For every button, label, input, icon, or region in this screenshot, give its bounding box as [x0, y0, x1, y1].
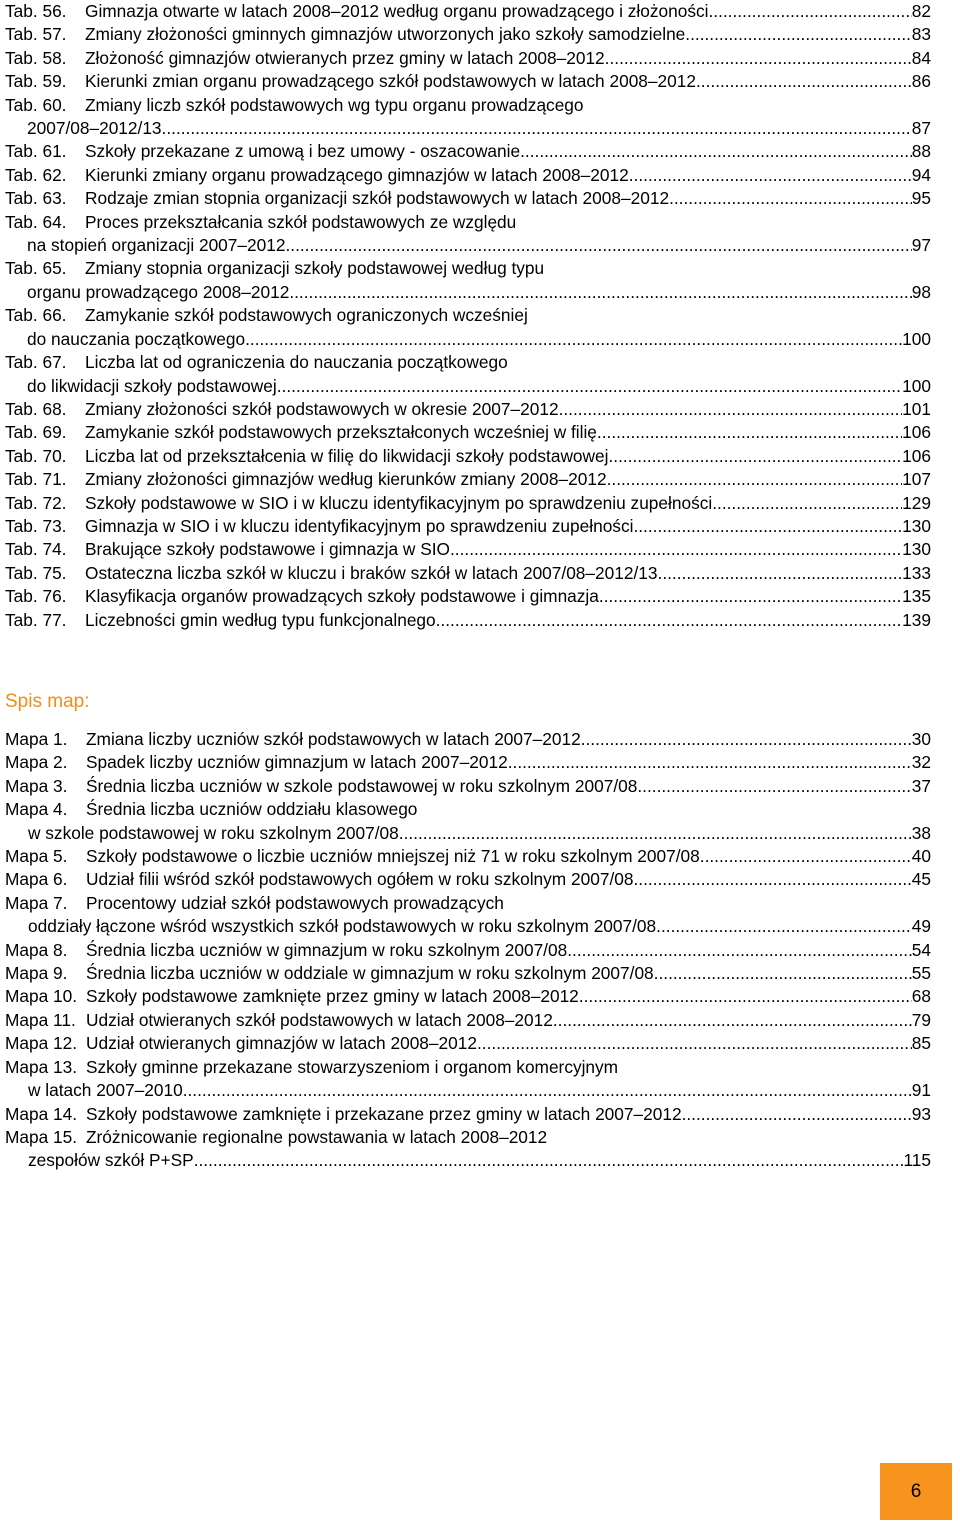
table-entry-label: Tab. 59.: [5, 71, 67, 92]
table-entry-label: Tab. 61.: [5, 141, 67, 162]
map-entry[interactable]: [5, 892, 931, 939]
leader-dots: [629, 164, 912, 187]
table-entry-title: Rodzaje zmian stopnia organizacji szkół podstawowych w latach 2008–2012: [85, 188, 670, 209]
table-entry[interactable]: [5, 47, 931, 70]
map-entry-page: 37: [911, 775, 931, 796]
table-entry[interactable]: [5, 257, 931, 304]
map-entry[interactable]: [5, 1056, 931, 1103]
table-entry[interactable]: [5, 492, 931, 515]
map-entry-label: Mapa 9.: [5, 963, 68, 984]
table-entry-page: 133: [902, 562, 931, 583]
leader-dots: [289, 281, 911, 304]
leader-dots: [607, 468, 903, 491]
map-entry-label: Mapa 5.: [5, 846, 68, 867]
table-entry-label: Tab. 69.: [5, 422, 67, 443]
map-entry-title: Szkoły gminne przekazane stowarzyszeniom i organom komercyjnym: [86, 1056, 619, 1077]
table-entry[interactable]: [5, 94, 931, 141]
leader-dots: [685, 23, 911, 46]
map-entry[interactable]: [5, 728, 931, 751]
table-entry-page: 94: [911, 164, 931, 185]
map-entry[interactable]: [5, 1032, 931, 1055]
table-entry-title: Zmiany złożoności gimnazjów według kierunków zmiany 2008–2012: [85, 469, 607, 490]
table-entry[interactable]: [5, 585, 931, 608]
table-entry[interactable]: [5, 211, 931, 258]
leader-dots: [399, 822, 912, 845]
map-entry-title: Średnia liczba uczniów w gimnazjum w roku szkolnym 2007/08: [86, 939, 568, 960]
table-entry-title: do nauczania początkowego: [27, 328, 246, 349]
table-entry-title: organu prowadzącego 2008–2012: [27, 281, 290, 302]
leader-dots: [581, 728, 912, 751]
table-list: [5, 0, 931, 632]
map-entry-title: Szkoły podstawowe o liczbie uczniów mniejszej niż 71 w roku szkolnym 2007/08: [86, 846, 700, 867]
table-entry-title: Szkoły podstawowe w SIO i w kluczu identyfikacyjnym po sprawdzeniu zupełności: [85, 492, 713, 513]
map-entry-title: Udział filii wśród szkół podstawowych ogółem w roku szkolnym 2007/08: [86, 869, 634, 890]
table-entry-title: do likwidacji szkoły podstawowej: [27, 375, 277, 396]
table-entry-title: Zmiany złożoności gminnych gimnazjów utworzonych jako szkoły samodzielne: [85, 24, 686, 45]
leader-dots: [277, 375, 902, 398]
table-entry[interactable]: [5, 421, 931, 444]
table-entry-label: Tab. 66.: [5, 305, 67, 326]
table-entry-page: 101: [902, 398, 931, 419]
table-entry-label: Tab. 68.: [5, 398, 67, 419]
map-entry-label: Mapa 12.: [5, 1033, 78, 1054]
leader-dots: [605, 47, 912, 70]
map-entry-page: 45: [911, 869, 931, 890]
table-entry-page: 129: [902, 492, 931, 513]
leader-dots: [656, 915, 912, 938]
leader-dots: [553, 1009, 912, 1032]
map-entry[interactable]: [5, 1009, 931, 1032]
leader-dots: [700, 845, 912, 868]
map-entry-label: Mapa 2.: [5, 752, 68, 773]
map-list: [5, 728, 931, 1173]
table-entry[interactable]: [5, 187, 931, 210]
leader-dots: [682, 1103, 912, 1126]
table-entry-label: Tab. 73.: [5, 515, 67, 536]
map-entry-label: Mapa 11.: [5, 1009, 76, 1030]
map-entry-label: Mapa 10.: [5, 986, 78, 1007]
map-entry[interactable]: [5, 1126, 931, 1173]
table-entry[interactable]: [5, 351, 931, 398]
table-entry[interactable]: [5, 164, 931, 187]
map-entry-page: 38: [911, 822, 931, 843]
map-entry-page: 91: [911, 1080, 931, 1101]
map-entry-title: Średnia liczba uczniów w szkole podstawowej w roku szkolnym 2007/08: [86, 775, 638, 796]
map-entry-page: 49: [911, 916, 931, 937]
leader-dots: [669, 187, 912, 210]
map-entry-title: Średnia liczba uczniów oddziału klasowego: [86, 799, 418, 820]
table-entry[interactable]: [5, 515, 931, 538]
maps-section-title: Spis map:: [5, 691, 90, 712]
table-entry-page: 130: [902, 515, 931, 536]
leader-dots: [183, 1079, 912, 1102]
table-entry-label: Tab. 77.: [5, 609, 67, 630]
leader-dots: [608, 445, 902, 468]
leader-dots: [450, 538, 902, 561]
leader-dots: [194, 1149, 904, 1172]
table-entry[interactable]: [5, 70, 931, 93]
table-entry-title: Liczebności gmin według typu funkcjonalnego: [85, 609, 436, 630]
table-entry-label: Tab. 67.: [5, 352, 67, 373]
table-entry-title: Brakujące szkoły podstawowe i gimnazja w SIO: [85, 539, 450, 560]
leader-dots: [477, 1032, 912, 1055]
leader-dots: [658, 562, 903, 585]
table-entry-title: Zmiany stopnia organizacji szkoły podstawowej według typu: [85, 258, 545, 279]
map-entry[interactable]: [5, 751, 931, 774]
table-entry-page: 107: [902, 469, 931, 490]
map-entry-page: 30: [911, 729, 931, 749]
table-entry-title: 2007/08–2012/13: [27, 118, 162, 139]
table-entry-page: 95: [911, 188, 931, 209]
map-entry-page: 40: [911, 846, 931, 867]
table-entry-page: 130: [902, 539, 931, 560]
map-entry-title: Szkoły podstawowe zamknięte przez gminy w latach 2008–2012: [86, 986, 579, 1007]
map-entry-page: 55: [911, 963, 931, 984]
map-entry-label: Mapa 4.: [5, 799, 68, 820]
map-entry-title: Udział otwieranych szkół podstawowych w latach 2008–2012: [86, 1009, 553, 1030]
table-entry-page: 100: [902, 375, 931, 396]
table-entry-title: Ostateczna liczba szkół w kluczu i braków szkół w latach 2007/08–2012/13: [85, 562, 658, 583]
leader-dots: [597, 421, 902, 444]
table-entry-page: 97: [911, 235, 931, 256]
map-entry[interactable]: [5, 1103, 931, 1126]
map-entry-page: 32: [911, 752, 931, 773]
map-entry-title: Zróżnicowanie regionalne powstawania w latach 2008–2012: [86, 1126, 548, 1147]
leader-dots: [696, 70, 912, 93]
map-entry[interactable]: [5, 845, 931, 868]
map-entry-label: Mapa 1.: [5, 729, 68, 749]
map-entry-label: Mapa 8.: [5, 939, 68, 960]
leader-dots: [520, 140, 912, 163]
table-entry-page: 84: [911, 47, 931, 68]
map-entry-title: oddziały łączone wśród wszystkich szkół podstawowych w roku szkolnym 2007/08: [28, 916, 657, 937]
table-entry-page: 100: [902, 328, 931, 349]
map-entry[interactable]: [5, 939, 931, 962]
table-entry-title: Liczba lat od ograniczenia do nauczania początkowego: [85, 352, 508, 373]
page-number-badge: 6: [880, 1463, 952, 1520]
leader-dots: [654, 962, 912, 985]
table-entry-label: Tab. 62.: [5, 164, 67, 185]
table-entry-page: 98: [911, 281, 931, 302]
map-entry-title: zespołów szkół P+SP: [28, 1150, 194, 1171]
map-entry-title: Procentowy udział szkół podstawowych prowadzących: [86, 892, 504, 913]
map-entry-label: Mapa 15.: [5, 1126, 78, 1147]
table-entry-label: Tab. 71.: [5, 469, 67, 490]
table-entry-page: 88: [911, 141, 931, 162]
map-entry[interactable]: [5, 798, 931, 845]
leader-dots: [633, 868, 911, 891]
map-entry-page: 93: [911, 1103, 931, 1124]
map-entry[interactable]: [5, 775, 931, 798]
table-entry[interactable]: [5, 140, 931, 163]
table-entry-page: 87: [911, 118, 931, 139]
map-entry[interactable]: [5, 962, 931, 985]
table-entry-title: Zmiany liczb szkół podstawowych wg typu organu prowadzącego: [85, 94, 584, 115]
map-entry-title: Spadek liczby uczniów gimnazjum w latach 2007–2012: [86, 752, 508, 773]
table-entry[interactable]: [5, 23, 931, 46]
table-entry[interactable]: [5, 304, 931, 351]
map-entry[interactable]: [5, 985, 931, 1008]
table-entry-title: Proces przekształcania szkół podstawowych ze względu: [85, 211, 517, 232]
leader-dots: [708, 0, 911, 23]
leader-dots: [633, 515, 902, 538]
table-entry[interactable]: [5, 609, 931, 632]
table-entry-label: Tab. 56.: [5, 1, 67, 21]
table-entry-label: Tab. 60.: [5, 94, 67, 115]
table-entry-label: Tab. 75.: [5, 562, 67, 583]
table-entry-title: Kierunki zmiany organu prowadzącego gimnazjów w latach 2008–2012: [85, 164, 629, 185]
leader-dots: [579, 985, 912, 1008]
table-entry-page: 83: [911, 24, 931, 45]
map-entry-title: Szkoły podstawowe zamknięte i przekazane przez gminy w latach 2007–2012: [86, 1103, 682, 1124]
map-entry-title: w szkole podstawowej w roku szkolnym 2007/08: [28, 822, 399, 843]
map-entry-page: 68: [911, 986, 931, 1007]
map-entry-label: Mapa 14.: [5, 1103, 78, 1124]
table-entry-title: Zamykanie szkół podstawowych ograniczonych wcześniej: [85, 305, 528, 326]
map-entry-label: Mapa 13.: [5, 1056, 78, 1077]
map-entry-title: Udział otwieranych gimnazjów w latach 2008–2012: [86, 1033, 477, 1054]
table-entry-title: Szkoły przekazane z umową i bez umowy - oszacowanie: [85, 141, 521, 162]
table-entry-label: Tab. 70.: [5, 445, 67, 466]
table-entry-title: Gimnazja otwarte w latach 2008–2012 według organu prowadzącego i złożoności: [85, 1, 709, 21]
table-entry-label: Tab. 72.: [5, 492, 67, 513]
table-entry[interactable]: [5, 562, 931, 585]
map-entry-label: Mapa 7.: [5, 892, 68, 913]
leader-dots: [245, 328, 902, 351]
table-entry[interactable]: [5, 538, 931, 561]
table-entry-title: Zamykanie szkół podstawowych przekształconych wcześniej w filię: [85, 422, 597, 443]
table-entry-title: Zmiany złożoności szkół podstawowych w okresie 2007–2012: [85, 398, 559, 419]
table-entry-label: Tab. 64.: [5, 211, 67, 232]
map-entry-page: 54: [911, 939, 931, 960]
map-entry-page: 115: [903, 1150, 931, 1171]
map-entry-title: Średnia liczba uczniów w oddziale w gimnazjum w roku szkolnym 2007/08: [86, 963, 654, 984]
map-entry-page: 79: [911, 1009, 931, 1030]
table-entry[interactable]: [5, 468, 931, 491]
table-entry-title: Gimnazja w SIO i w kluczu identyfikacyjnym po sprawdzeniu zupełności: [85, 515, 634, 536]
table-entry-label: Tab. 58.: [5, 47, 67, 68]
table-entry[interactable]: [5, 445, 931, 468]
leader-dots: [567, 939, 912, 962]
leader-dots: [162, 117, 912, 140]
table-entry-label: Tab. 63.: [5, 188, 67, 209]
map-entry-title: Zmiana liczby uczniów szkół podstawowych w latach 2007–2012: [86, 729, 581, 749]
leader-dots: [436, 609, 903, 632]
leader-dots: [285, 234, 911, 257]
map-list-section: [5, 690, 931, 1173]
leader-dots: [508, 751, 912, 774]
table-entry[interactable]: [5, 0, 931, 23]
map-entry-label: Mapa 3.: [5, 775, 68, 796]
map-entry-label: Mapa 6.: [5, 869, 68, 890]
table-entry-label: Tab. 57.: [5, 24, 67, 45]
leader-dots: [637, 775, 911, 798]
table-entry-page: 82: [911, 1, 931, 21]
map-entry[interactable]: [5, 868, 931, 891]
table-entry-title: Liczba lat od przekształcenia w filię do likwidacji szkoły podstawowej: [85, 445, 609, 466]
table-entry-page: 135: [902, 586, 931, 607]
table-entry-page: 106: [902, 445, 931, 466]
leader-dots: [559, 398, 903, 421]
table-entry-page: 106: [902, 422, 931, 443]
map-entry-title: w latach 2007–2010: [28, 1080, 183, 1101]
table-entry-page: 139: [902, 609, 931, 630]
map-entry-page: 85: [911, 1033, 931, 1054]
table-entry-page: 86: [911, 71, 931, 92]
table-entry-label: Tab. 76.: [5, 586, 67, 607]
leader-dots: [599, 585, 902, 608]
table-entry[interactable]: [5, 398, 931, 421]
table-entry-label: Tab. 65.: [5, 258, 67, 279]
table-entry-label: Tab. 74.: [5, 539, 67, 560]
table-entry-title: na stopień organizacji 2007–2012: [27, 235, 286, 256]
leader-dots: [712, 492, 902, 515]
table-entry-title: Złożoność gimnazjów otwieranych przez gminy w latach 2008–2012: [85, 47, 605, 68]
table-entry-title: Klasyfikacja organów prowadzących szkoły podstawowe i gimnazja: [85, 586, 599, 607]
table-entry-title: Kierunki zmian organu prowadzącego szkół podstawowych w latach 2008–2012: [85, 71, 696, 92]
